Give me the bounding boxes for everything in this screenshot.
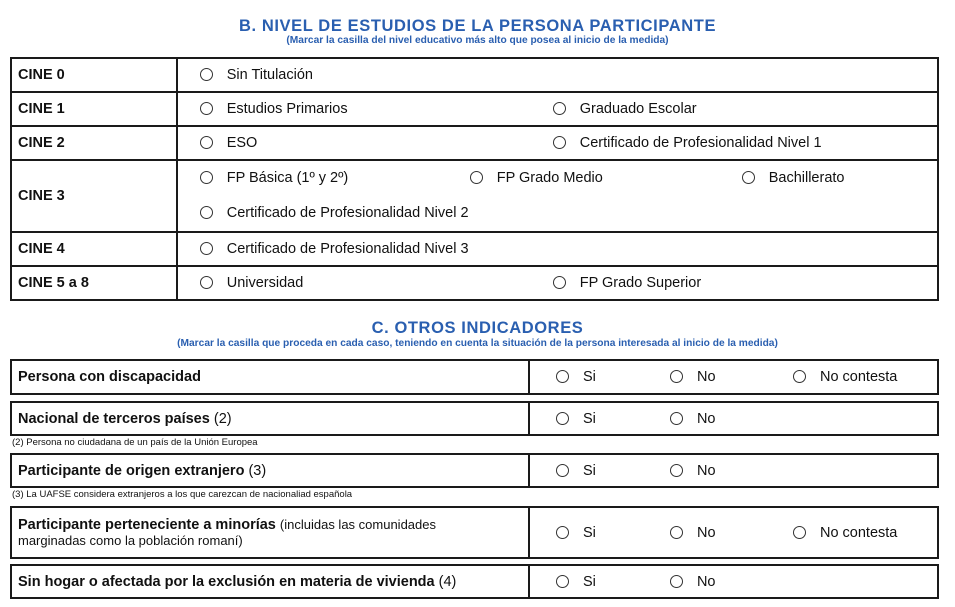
option-si[interactable]: Si	[556, 411, 596, 427]
radio-icon[interactable]	[670, 412, 683, 425]
option-graduado-escolar[interactable]: Graduado Escolar	[553, 101, 697, 117]
radio-icon[interactable]	[200, 206, 213, 219]
note-ref: (4)	[438, 573, 457, 590]
option-no-contesta[interactable]: No contesta	[793, 369, 897, 385]
option-sin-titulacion[interactable]: Sin Titulación	[200, 67, 313, 83]
section-c-title: C. OTROS INDICADORES	[371, 319, 584, 337]
radio-icon[interactable]	[200, 276, 213, 289]
radio-icon[interactable]	[200, 68, 213, 81]
section-b-subtitle: (Marcar la casilla del nivel educativo más alto que posea al inicio de la medida)	[286, 35, 669, 46]
option-bachillerato[interactable]: Bachillerato	[742, 170, 845, 186]
option-si[interactable]: Si	[556, 369, 596, 385]
option-si[interactable]: Si	[556, 463, 596, 479]
section-c-subtitle: (Marcar la casilla que proceda en cada caso, teniendo en cuenta la situación de la persona interesada al inicio de la medida)	[177, 338, 778, 349]
radio-icon[interactable]	[793, 526, 806, 539]
radio-icon[interactable]	[553, 276, 566, 289]
education-table	[10, 57, 939, 301]
option-universidad[interactable]: Universidad	[200, 275, 304, 291]
indicator-row-terceros-paises	[10, 401, 939, 436]
row-label: Persona con discapacidad	[18, 369, 201, 385]
row-label-extra-2: marginadas como la población romaní)	[18, 532, 243, 548]
option-no[interactable]: No	[670, 463, 716, 479]
note-ref: (3)	[248, 462, 267, 479]
radio-icon[interactable]	[793, 370, 806, 383]
radio-icon[interactable]	[556, 412, 569, 425]
option-no[interactable]: No	[670, 411, 716, 427]
radio-icon[interactable]	[556, 464, 569, 477]
row-label: CINE 4	[11, 232, 177, 266]
row-label: Participante perteneciente a minorías	[18, 516, 276, 533]
radio-icon[interactable]	[470, 171, 483, 184]
radio-icon[interactable]	[200, 102, 213, 115]
radio-icon[interactable]	[556, 526, 569, 539]
option-no-contesta[interactable]: No contesta	[793, 525, 897, 541]
option-cp-nivel-2[interactable]: Certificado de Profesionalidad Nivel 2	[200, 205, 469, 221]
option-no[interactable]: No	[670, 574, 716, 590]
table-row	[11, 126, 938, 160]
note-ref: (2)	[213, 410, 232, 427]
row-label: CINE 5 a 8	[11, 266, 177, 300]
indicator-row-origen-extranjero	[10, 453, 939, 488]
radio-icon[interactable]	[200, 136, 213, 149]
footnote-2: (2) Persona no ciudadana de un país de la Unión Europea	[12, 437, 258, 448]
row-label: Sin hogar o afectada por la exclusión en materia de vivienda	[18, 573, 435, 590]
table-row	[11, 58, 938, 92]
row-label: Nacional de terceros países	[18, 410, 210, 427]
radio-icon[interactable]	[200, 171, 213, 184]
row-label: CINE 1	[11, 92, 177, 126]
option-fp-grado-medio[interactable]: FP Grado Medio	[470, 170, 603, 186]
indicator-row-minorias	[10, 506, 939, 559]
section-b-title: B. NIVEL DE ESTUDIOS DE LA PERSONA PARTICIPANTE	[238, 17, 717, 35]
radio-icon[interactable]	[670, 575, 683, 588]
option-estudios-primarios[interactable]: Estudios Primarios	[200, 101, 348, 117]
option-no[interactable]: No	[670, 369, 716, 385]
table-row	[11, 266, 938, 300]
radio-icon[interactable]	[553, 102, 566, 115]
table-row	[11, 232, 938, 266]
row-label: CINE 0	[11, 58, 177, 92]
indicator-row-sin-hogar	[10, 564, 939, 599]
radio-icon[interactable]	[200, 242, 213, 255]
row-label: CINE 3	[11, 160, 177, 232]
option-fp-basica[interactable]: FP Básica (1º y 2º)	[200, 170, 349, 186]
table-row	[11, 160, 938, 232]
option-no[interactable]: No	[670, 525, 716, 541]
row-label: Participante de origen extranjero	[18, 462, 245, 479]
option-eso[interactable]: ESO	[200, 135, 258, 151]
option-si[interactable]: Si	[556, 574, 596, 590]
radio-icon[interactable]	[556, 575, 569, 588]
row-label: CINE 2	[11, 126, 177, 160]
radio-icon[interactable]	[670, 526, 683, 539]
table-row	[11, 92, 938, 126]
radio-icon[interactable]	[670, 464, 683, 477]
radio-icon[interactable]	[553, 136, 566, 149]
radio-icon[interactable]	[556, 370, 569, 383]
option-fp-grado-superior[interactable]: FP Grado Superior	[553, 275, 701, 291]
indicator-row-discapacidad	[10, 359, 939, 395]
option-si[interactable]: Si	[556, 525, 596, 541]
footnote-3: (3) La UAFSE considera extranjeros a los que carezcan de nacionaliad española	[12, 489, 353, 500]
option-cp-nivel-3[interactable]: Certificado de Profesionalidad Nivel 3	[200, 241, 469, 257]
option-cp-nivel-1[interactable]: Certificado de Profesionalidad Nivel 1	[553, 135, 822, 151]
radio-icon[interactable]	[742, 171, 755, 184]
row-label-extra: (incluidas las comunidades	[279, 516, 436, 532]
radio-icon[interactable]	[670, 370, 683, 383]
